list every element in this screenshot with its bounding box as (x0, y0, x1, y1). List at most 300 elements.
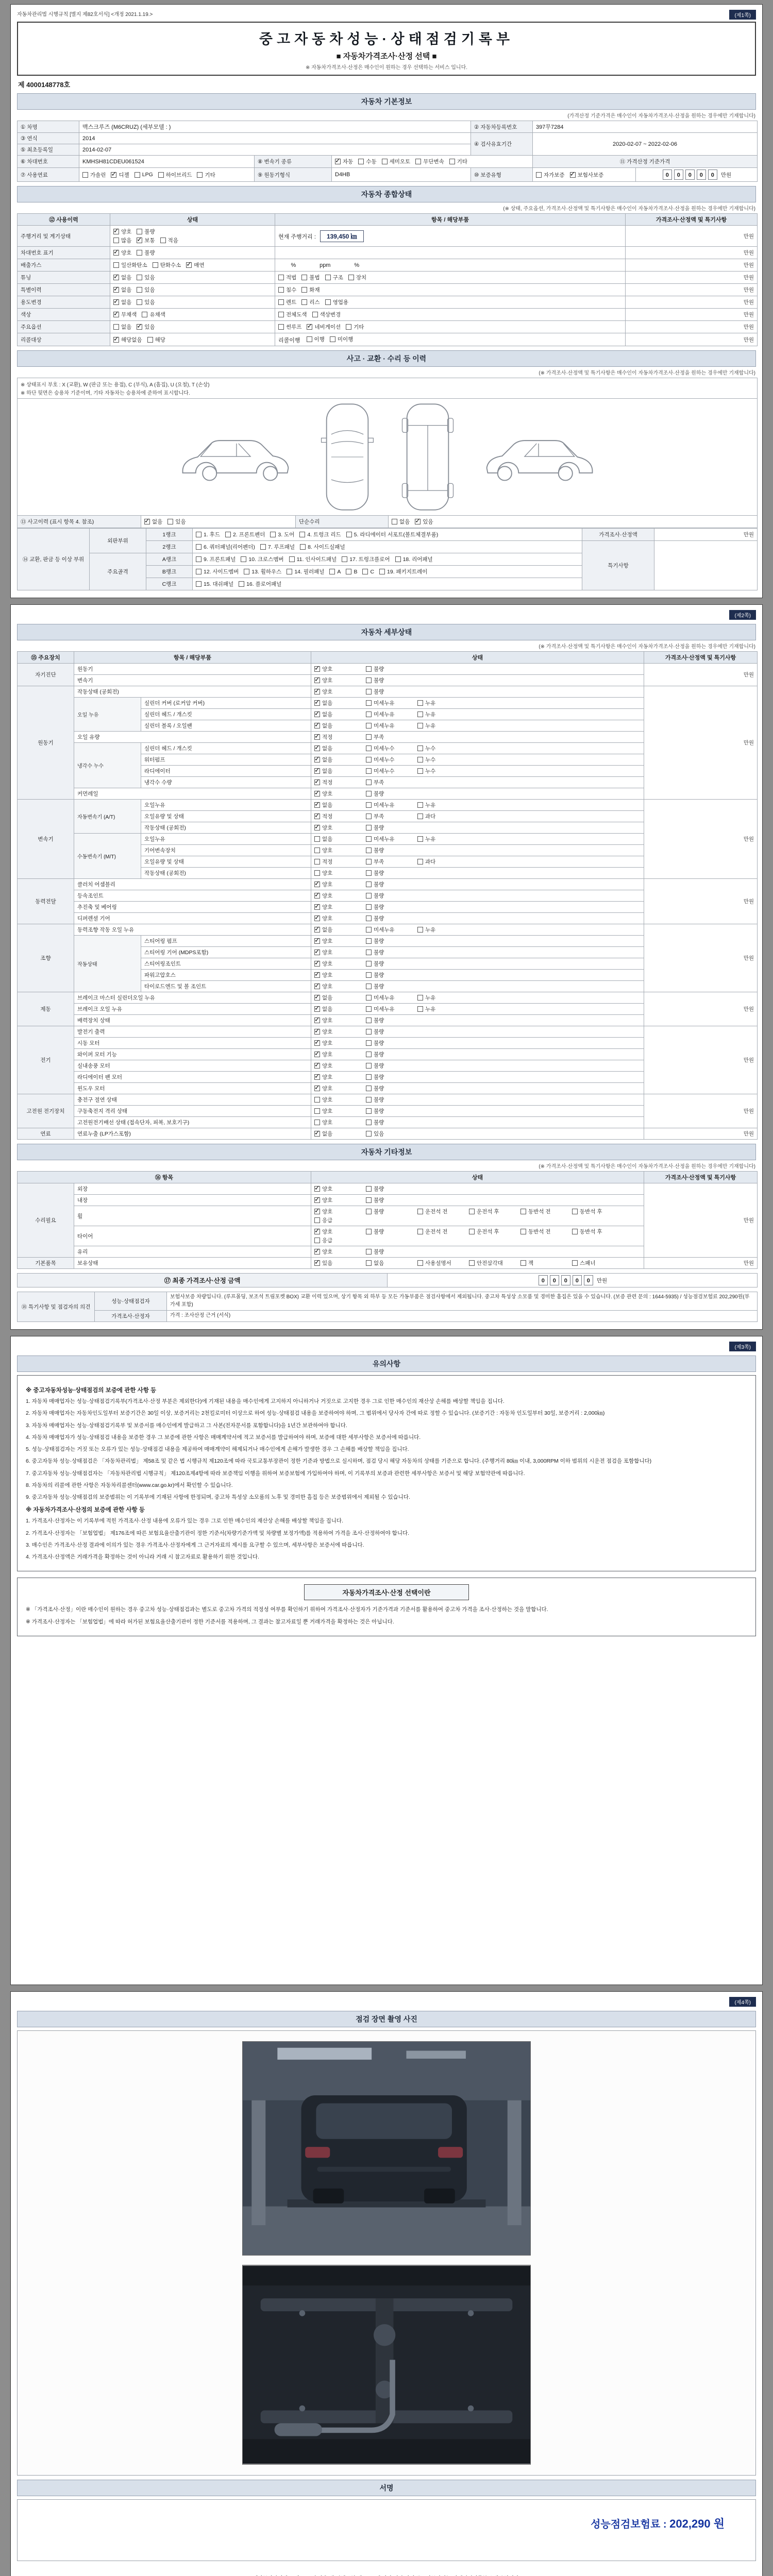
checkbox-label: 불량 (144, 229, 155, 235)
checkbox-label: 적정 (322, 814, 333, 820)
checkbox-option[interactable] (417, 756, 467, 764)
checkbox-option[interactable] (301, 298, 320, 306)
checkbox-option[interactable] (314, 1096, 364, 1104)
checkbox-option[interactable] (342, 555, 390, 563)
checkbox-icon (366, 723, 372, 728)
checkbox-option[interactable] (330, 335, 353, 343)
model-year-label: ③ 연식 (18, 133, 79, 144)
document-title-box (17, 22, 756, 76)
checkbox-label: 잭 (528, 1260, 534, 1266)
checkbox-option[interactable] (366, 869, 415, 877)
checkbox-option[interactable] (395, 555, 433, 563)
checkbox-option[interactable] (366, 699, 415, 707)
checkbox-option[interactable] (366, 778, 415, 786)
checkbox-option[interactable] (415, 518, 433, 526)
checkbox-option[interactable] (113, 336, 142, 344)
rankB-options (193, 566, 582, 578)
checkbox-option[interactable] (366, 744, 415, 752)
checkbox-option[interactable] (417, 812, 467, 820)
checkbox-option[interactable] (314, 1208, 364, 1215)
checkbox-option[interactable] (570, 171, 604, 179)
checkbox-icon (186, 262, 192, 268)
checkbox-option[interactable] (113, 298, 131, 306)
checkbox-option[interactable] (469, 1228, 518, 1235)
checkbox-option[interactable] (415, 158, 444, 165)
checkbox-option[interactable] (278, 311, 307, 318)
checkbox-option[interactable] (137, 298, 155, 306)
checkbox-option[interactable] (142, 311, 165, 318)
checkbox-option[interactable] (314, 1216, 364, 1224)
checkbox-option[interactable] (366, 880, 415, 888)
checkbox-icon (314, 745, 320, 751)
checkbox-option[interactable] (366, 1039, 415, 1047)
checkbox-option[interactable] (366, 1259, 415, 1267)
checkbox-icon (314, 1197, 320, 1203)
checkbox-option[interactable] (366, 1118, 415, 1126)
checkbox-option[interactable] (314, 994, 364, 1002)
checkbox-option[interactable] (348, 274, 366, 281)
checkbox-option[interactable] (314, 1005, 364, 1013)
checkbox-option[interactable] (167, 518, 186, 526)
table-row (18, 1094, 758, 1106)
checkbox-option[interactable] (366, 914, 415, 922)
checkbox-option[interactable] (417, 994, 467, 1002)
checkbox-option[interactable] (366, 767, 415, 775)
usage-change-detail-options (275, 296, 626, 309)
checkbox-option[interactable] (366, 994, 415, 1002)
checkbox-option[interactable] (314, 824, 364, 832)
checkbox-icon (312, 312, 318, 317)
color-detail-options (275, 309, 626, 321)
checkbox-option[interactable] (366, 1248, 415, 1256)
checkbox-label: 양호 (322, 1186, 333, 1192)
checkbox-option[interactable] (346, 323, 364, 331)
checkbox-option[interactable] (137, 286, 155, 294)
checkbox-option[interactable] (366, 1185, 415, 1193)
checkbox-option[interactable] (358, 158, 376, 165)
checkbox-icon (278, 324, 284, 330)
checkbox-option[interactable] (314, 710, 364, 718)
checkbox-option[interactable] (144, 518, 162, 526)
checkbox-option[interactable] (366, 1084, 415, 1092)
checkbox-option[interactable] (382, 158, 411, 165)
checkbox-option[interactable] (196, 568, 239, 575)
checkbox-option[interactable] (196, 555, 236, 563)
checkbox-option[interactable] (314, 722, 364, 730)
checkbox-option[interactable] (312, 311, 341, 318)
checkbox-option[interactable] (113, 311, 137, 318)
checkbox-option[interactable] (366, 937, 415, 945)
checkbox-option[interactable] (417, 699, 467, 707)
checkbox-option[interactable] (366, 1096, 415, 1104)
checkbox-option[interactable] (196, 531, 220, 538)
checkbox-option[interactable] (160, 236, 178, 244)
checkbox-icon (314, 711, 320, 717)
checkbox-option[interactable] (366, 812, 415, 820)
checkbox-option[interactable] (289, 555, 337, 563)
checkbox-option[interactable] (366, 948, 415, 956)
checkbox-label: 없음 (322, 1006, 333, 1012)
checkbox-label: 15. 대쉬패널 (204, 581, 234, 587)
checkbox-icon (314, 1131, 320, 1137)
checkbox-option[interactable] (113, 274, 131, 281)
checkbox-label: 6. 쿼터패널(리어펜더) (204, 544, 255, 550)
options-state (110, 321, 275, 333)
checkbox-label: 19. 패키지트레이 (387, 569, 428, 575)
checkbox-option[interactable] (314, 733, 364, 741)
checkbox-option[interactable] (314, 937, 364, 945)
checkbox-option[interactable] (137, 323, 155, 331)
checkbox-icon (153, 262, 158, 268)
checkbox-option[interactable] (135, 172, 153, 178)
item-label: 디퍼렌셜 기어 (74, 913, 311, 924)
checkbox-option[interactable] (417, 722, 467, 730)
col-detail-state: 상태 (311, 652, 644, 664)
recall-options (110, 333, 275, 346)
checkbox-option[interactable] (417, 767, 467, 775)
checkbox-option[interactable] (314, 982, 364, 990)
document-title: 중고자동차성능·상태점검기록부 (259, 31, 514, 47)
item-state-options (311, 1106, 644, 1117)
checkbox-option[interactable] (366, 688, 415, 696)
checkbox-option[interactable] (278, 298, 296, 306)
checkbox-icon (300, 544, 306, 550)
checkbox-icon (314, 1186, 320, 1192)
checkbox-option[interactable] (314, 869, 364, 877)
checkbox-option[interactable] (314, 1084, 364, 1092)
checkbox-option[interactable] (572, 1228, 621, 1235)
checkbox-option[interactable] (536, 171, 565, 179)
checkbox-option[interactable] (417, 1005, 467, 1013)
checkbox-icon (314, 1097, 320, 1103)
checkbox-option[interactable] (314, 1050, 364, 1058)
checkbox-option[interactable] (314, 665, 364, 673)
checkbox-icon (113, 324, 119, 330)
checkbox-option[interactable] (366, 1016, 415, 1024)
checkbox-option[interactable] (299, 531, 341, 538)
checkbox-option[interactable] (314, 1073, 364, 1081)
checkbox-label: 17. 트렁크플로어 (349, 556, 390, 563)
checkbox-option[interactable] (158, 171, 192, 179)
checkbox-label: 있음 (144, 324, 155, 330)
checkbox-option[interactable] (113, 323, 131, 331)
checkbox-option[interactable] (314, 914, 364, 922)
checkbox-option[interactable] (307, 335, 325, 343)
checkbox-option[interactable] (366, 1062, 415, 1070)
checkbox-icon (417, 768, 423, 774)
checkbox-option[interactable] (147, 336, 165, 344)
checkbox-label: 무채색 (121, 312, 137, 318)
checkbox-label: 13. 휠하우스 (251, 569, 282, 575)
checkbox-label: 미세누수 (374, 757, 395, 763)
checkbox-option[interactable] (314, 1028, 364, 1036)
checkbox-label: 있음 (322, 1260, 333, 1266)
checkbox-label: 양호 (121, 229, 132, 235)
checkbox-option[interactable] (417, 801, 467, 809)
checkbox-option[interactable] (314, 903, 364, 911)
checkbox-option[interactable] (314, 1185, 364, 1193)
checkbox-label: 양호 (322, 893, 333, 899)
checkbox-option[interactable] (82, 171, 106, 179)
checkbox-label: 응급 (322, 1217, 333, 1224)
checkbox-option[interactable] (366, 801, 415, 809)
checkbox-option[interactable] (314, 699, 364, 707)
checkbox-option[interactable] (137, 228, 155, 235)
item-state-options (311, 1026, 644, 1038)
checkbox-icon (348, 275, 354, 280)
checkbox-icon (325, 275, 331, 280)
checkbox-option[interactable] (366, 960, 415, 968)
checkbox-label: 누유 (425, 711, 436, 718)
checkbox-option[interactable] (366, 1196, 415, 1204)
checkbox-option[interactable] (449, 158, 467, 165)
checkbox-icon (366, 1086, 372, 1091)
checkbox-option[interactable] (314, 812, 364, 820)
checkbox-option[interactable] (314, 756, 364, 764)
checkbox-option[interactable] (314, 1016, 364, 1024)
checkbox-icon (314, 916, 320, 921)
price-definition-title: 자동차가격조사·산정 선택이란 (304, 1584, 469, 1600)
checkbox-option[interactable] (244, 568, 281, 575)
checkbox-option[interactable] (270, 531, 294, 538)
checkbox-option[interactable] (314, 778, 364, 786)
item-label: 실내송풍 모터 (74, 1060, 311, 1072)
price-cell: 만원 (644, 800, 758, 879)
checkbox-option[interactable] (366, 756, 415, 764)
price-cell: 만원 (644, 1128, 758, 1140)
row-label: 주요옵션 (18, 321, 110, 333)
checkbox-label: 불량 (374, 848, 384, 854)
checkbox-option[interactable] (196, 543, 255, 551)
price-cell: 만원 (626, 309, 758, 321)
checkbox-option[interactable] (520, 1259, 570, 1267)
device-label: 고전원 전기장치 (18, 1094, 74, 1128)
checkbox-option[interactable] (113, 261, 147, 269)
checkbox-option[interactable] (346, 531, 439, 538)
checkbox-icon (314, 1063, 320, 1069)
checkbox-option[interactable] (366, 1130, 415, 1138)
checkbox-option[interactable] (366, 710, 415, 718)
item-label: 원동기 (74, 664, 311, 675)
item-label: 추진축 및 베어링 (74, 902, 311, 913)
notice-item: 2. 가격조사·산정자는 「보험업법」 제176조에 따른 보험요율산출기관이 정한 기준서(차량기준가액 및 차량별 보정가액)를 적용하여 가격을 조사·산정하여야 합니다. (26, 1530, 410, 1536)
checkbox-option[interactable] (314, 926, 364, 934)
checkbox-option[interactable] (314, 767, 364, 775)
checkbox-option[interactable] (572, 1259, 621, 1267)
checkbox-option[interactable] (417, 1228, 467, 1235)
checkbox-option[interactable] (137, 249, 155, 257)
checkbox-option[interactable] (572, 1208, 621, 1215)
checkbox-option[interactable] (278, 323, 301, 331)
checkbox-option[interactable] (329, 569, 341, 575)
checkbox-option[interactable] (417, 744, 467, 752)
checkbox-option[interactable] (362, 569, 374, 575)
checkbox-option[interactable] (300, 543, 345, 551)
final-digit: 0 (561, 1275, 570, 1285)
checkbox-option[interactable] (392, 518, 410, 526)
checkbox-icon (366, 1006, 372, 1012)
checkbox-option[interactable] (314, 971, 364, 979)
checkbox-option[interactable] (137, 274, 155, 281)
checkbox-option[interactable] (366, 858, 415, 866)
checkbox-option[interactable] (314, 1248, 364, 1256)
checkbox-option[interactable] (469, 1208, 518, 1215)
checkbox-option[interactable] (278, 286, 296, 294)
checkbox-option[interactable] (278, 274, 296, 281)
checkbox-icon (314, 938, 320, 944)
checkbox-option[interactable] (287, 568, 324, 575)
checkbox-icon (314, 1260, 320, 1266)
checkbox-option[interactable] (314, 1062, 364, 1070)
row-label: 리콜대상 (18, 333, 110, 346)
checkbox-icon (366, 1108, 372, 1114)
checkbox-option[interactable] (314, 1039, 364, 1047)
checkbox-label: 기타 (457, 159, 468, 165)
checkbox-option[interactable] (417, 1208, 467, 1215)
checkbox-option[interactable] (417, 858, 467, 866)
checkbox-option[interactable] (113, 236, 131, 244)
checkbox-option[interactable] (314, 835, 364, 843)
col-item: 항목 / 해당부품 (275, 214, 626, 226)
item-state-options (311, 845, 644, 856)
checkbox-icon (366, 1063, 372, 1069)
checkbox-option[interactable] (301, 286, 320, 294)
accident-history-table (17, 378, 758, 528)
checkbox-icon (417, 1229, 423, 1234)
checkbox-option[interactable] (366, 1208, 415, 1215)
checkbox-option[interactable] (520, 1208, 570, 1215)
checkbox-option[interactable] (325, 298, 348, 306)
checkbox-option[interactable] (366, 1107, 415, 1115)
checkbox-option[interactable] (417, 926, 467, 934)
checkbox-option[interactable] (314, 880, 364, 888)
checkbox-option[interactable] (314, 1236, 364, 1244)
checkbox-label: 18. 리어패널 (402, 556, 433, 563)
checkbox-option[interactable] (314, 688, 364, 696)
checkbox-option[interactable] (366, 1228, 415, 1235)
checkbox-option[interactable] (366, 1005, 415, 1013)
checkbox-option[interactable] (366, 824, 415, 832)
checkbox-option[interactable] (346, 569, 357, 575)
checkbox-option[interactable] (314, 1130, 364, 1138)
checkbox-option[interactable] (314, 744, 364, 752)
checkbox-option[interactable] (366, 1050, 415, 1058)
emission-values: % ppm % (275, 259, 626, 272)
item-group-label: 냉각수 누수 (74, 743, 141, 788)
checkbox-option[interactable] (366, 1028, 415, 1036)
checkbox-option[interactable] (366, 903, 415, 911)
checkbox-icon (572, 1229, 578, 1234)
checkbox-option[interactable] (366, 971, 415, 979)
checkbox-option[interactable] (111, 171, 129, 179)
checkbox-option[interactable] (197, 171, 215, 179)
checkbox-option[interactable] (366, 790, 415, 798)
checkbox-option[interactable] (325, 274, 343, 281)
checkbox-label: 해당 (155, 336, 165, 343)
checkbox-option[interactable] (366, 665, 415, 673)
checkbox-option[interactable] (239, 580, 281, 588)
accident-history-label: ⑬ 사고이력 (표시 항목 4. 참조) (18, 516, 141, 528)
checkbox-option[interactable] (366, 722, 415, 730)
checkbox-icon (301, 299, 307, 305)
checkbox-option[interactable] (520, 1228, 570, 1235)
item-label: 배력장치 상태 (74, 1015, 311, 1026)
options-detail (275, 321, 626, 333)
checkbox-option[interactable] (314, 960, 364, 968)
section-detail-title: 자동차 세부상태 (17, 624, 756, 640)
checkbox-option[interactable] (379, 568, 427, 575)
checkbox-icon (314, 904, 320, 910)
checkbox-option[interactable] (314, 1228, 364, 1235)
inspector-remark: 보험사보증 차량입니다. (루프몰딩, 보조석 트림포켓 BOX) 교환 이력 있으며, 상기 항목 외 하부 등 모든 가동부품은 점검사항에서 제외됩니다. 중고차 특성상 소모품 및 경미한 흠집은 있을 수 있습니다. (보증 관련 문의 : 1644-5935) / 성능점검보험료 202,290원(부가세 포함) (167, 1292, 758, 1311)
checkbox-option[interactable] (314, 1259, 364, 1267)
item-group-label: 수동변속기 (M/T) (74, 834, 141, 879)
checkbox-option[interactable] (153, 261, 181, 269)
checkbox-option[interactable] (113, 286, 131, 294)
col-state: 상태 (110, 214, 275, 226)
checkbox-label: 불량 (374, 666, 384, 672)
checkbox-option[interactable] (314, 892, 364, 900)
checkbox-option[interactable] (366, 1073, 415, 1081)
checkbox-option[interactable] (366, 846, 415, 854)
checkbox-option[interactable] (137, 236, 155, 244)
checkbox-option[interactable] (366, 676, 415, 684)
checkbox-option[interactable] (417, 710, 467, 718)
item-state-options (311, 1195, 644, 1206)
checkbox-option[interactable] (301, 274, 320, 281)
checkbox-option[interactable] (469, 1259, 518, 1267)
checkbox-option[interactable] (366, 926, 415, 934)
checkbox-icon (278, 312, 284, 317)
checkbox-option[interactable] (196, 580, 233, 588)
checkbox-option[interactable] (113, 249, 131, 257)
item-group-label: 자동변속기 (A/T) (74, 800, 141, 834)
checkbox-option[interactable] (417, 1259, 467, 1267)
item-state-options (311, 1049, 644, 1060)
checkbox-option[interactable] (366, 733, 415, 741)
checkbox-option[interactable] (366, 892, 415, 900)
checkbox-option[interactable] (417, 835, 467, 843)
checkbox-option[interactable] (314, 1196, 364, 1204)
checkbox-option[interactable] (335, 158, 353, 165)
checkbox-option[interactable] (260, 543, 295, 551)
first-reg-value: 2014-02-07 (79, 144, 471, 156)
checkbox-option[interactable] (314, 846, 364, 854)
checkbox-option[interactable] (314, 948, 364, 956)
table-row (18, 321, 758, 333)
checkbox-option[interactable] (314, 676, 364, 684)
checkbox-option[interactable] (307, 323, 341, 331)
checkbox-option[interactable] (314, 858, 364, 866)
item-label: 발전기 출력 (74, 1026, 311, 1038)
checkbox-icon (366, 734, 372, 740)
checkbox-icon (417, 757, 423, 762)
checkbox-option[interactable] (241, 555, 283, 563)
checkbox-option[interactable] (314, 1118, 364, 1126)
checkbox-option[interactable] (186, 261, 204, 269)
checkbox-option[interactable] (314, 790, 364, 798)
checkbox-icon (167, 519, 173, 524)
checkbox-option[interactable] (366, 835, 415, 843)
checkbox-option[interactable] (366, 982, 415, 990)
checkbox-icon (366, 768, 372, 774)
checkbox-option[interactable] (225, 531, 265, 538)
checkbox-option[interactable] (314, 1107, 364, 1115)
checkbox-label: 있음 (144, 287, 155, 293)
checkbox-option[interactable] (314, 801, 364, 809)
simple-repair-options (389, 516, 758, 528)
checkbox-option[interactable] (113, 228, 131, 235)
